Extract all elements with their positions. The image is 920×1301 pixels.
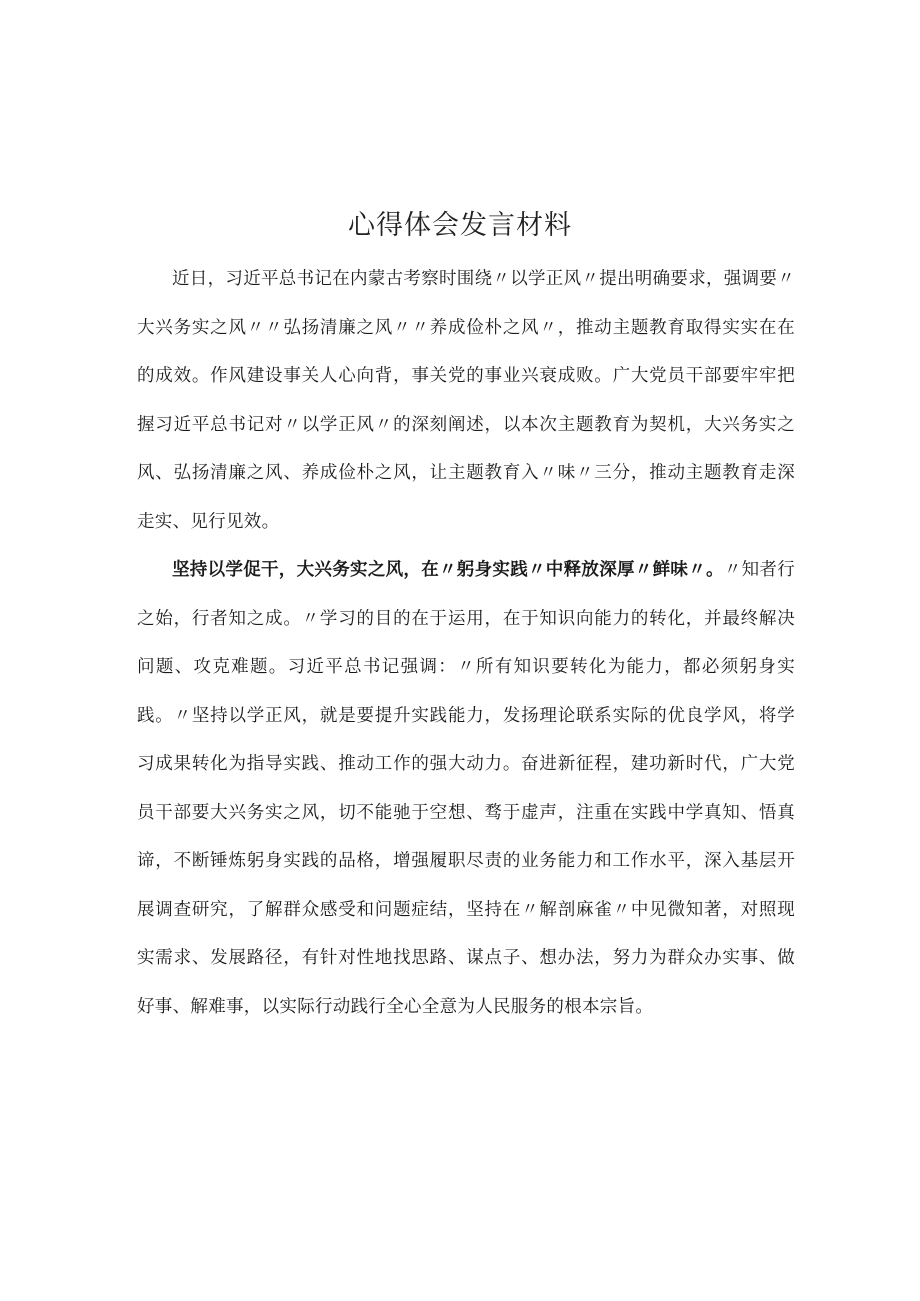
paragraph-intro (137, 255, 795, 546)
paragraph-practice-lead: 坚持以学促干，大兴务实之风，在〃躬身实践〃中释放深厚〃鲜味〃。 (172, 560, 724, 580)
document-body (137, 255, 795, 1031)
document-title: 心得体会发言材料 (348, 210, 572, 241)
paragraph-intro-text: 近日，习近平总书记在内蒙古考察时围绕〃以学正风〃提出明确要求，强调要〃大兴务实之风〃〃弘扬清廉之风〃〃养成俭朴之风〃，推动主题教育取得实实在在的成效。作风建设事关人心向背，事关党的事业兴衰成败。广大党员干部要牢牢把握习近平总书记对〃以学正风〃的深刻阐述，以本次主题教育为契机，大兴务实之风、弘扬清廉之风、养成俭朴之风，让主题教育入〃味〃三分，推动主题教育走深走实、见行见效。 (137, 269, 795, 532)
paragraph-practice-text: 〃知者行之始，行者知之成。〃学习的目的在于运用，在于知识向能力的转化，并最终解决问题、攻克难题。习近平总书记强调：〃所有知识要转化为能力，都必须躬身实践。〃坚持以学正风，就是要提升实践能力，发扬理论联系实际的优良学风，将学习成果转化为指导实践、推动工作的强大动力。奋进新征程，建功新时代，广大党员干部要大兴务实之风，切不能驰于空想、骛于虚声，注重在实践中学真知、悟真谛，不断锤炼躬身实践的品格，增强履职尽责的业务能力和工作水平，深入基层开展调查研究，了解群众感受和问题症结，坚持在〃解剖麻雀〃中见微知著，对照现实需求、发展路径，有针对性地找思路、谋点子、想办法，努力为群众办实事、做好事、解难事，以实际行动践行全心全意为人民服务的根本宗旨。 (137, 560, 796, 1017)
paragraph-practice (137, 546, 795, 1031)
